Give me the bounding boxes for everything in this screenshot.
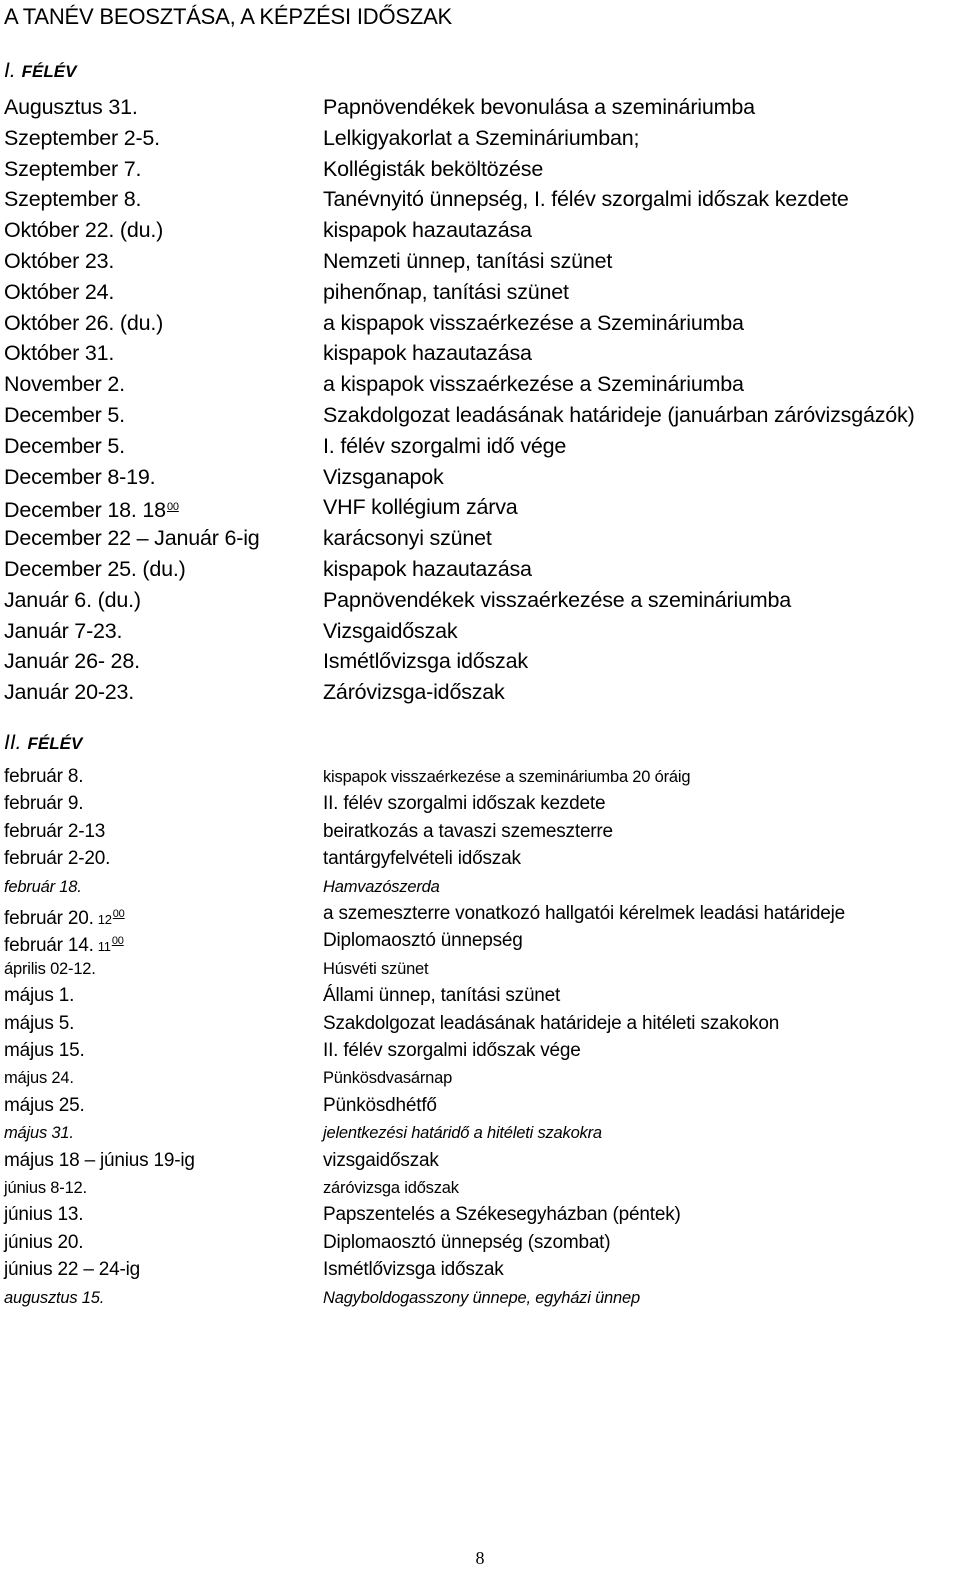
row-event: a kispapok visszaérkezése a Szemináriumba [323,372,744,397]
row-date-text: február 2-20. [4,848,111,870]
row-event: Szakdolgozat leadásának határideje a hitéleti szakokon [323,1012,780,1034]
row-date [4,1284,104,1312]
row-date-text: Szeptember 8. [4,187,142,212]
row-date [4,1010,74,1038]
row-event: Ismétlővizsga időszak [323,649,528,674]
row-date-text: December 8-19. [4,464,156,489]
row-date-text: Október 22. (du.) [4,218,164,243]
row-event: kispapok visszaérkezése a szemináriumba 20 óráig [323,768,691,786]
row-date-text: Október 23. [4,249,115,273]
row-date [4,1119,74,1147]
semester-2-numeral: II. [4,731,22,754]
row-date [4,873,82,901]
row-date [4,431,125,461]
row-date-text: December 22 – Január 6-ig [4,526,260,551]
row-date-text: február 9. [4,793,84,815]
row-date [4,1256,140,1284]
semester-1-numeral: I. [4,59,16,82]
row-date [4,369,125,399]
row-date [4,462,155,492]
row-date [4,400,125,430]
page-title: A TANÉV BEOSZTÁSA, A KÉPZÉSI IDŐSZAK [4,4,453,29]
row-date [4,1201,83,1229]
row-event: II. félév szorgalmi időszak vége [323,1040,581,1061]
row-date [4,790,83,818]
row-event: beiratkozás a tavaszi szemeszterre [323,820,613,842]
row-date [4,184,141,214]
row-date [4,554,186,584]
row-date [4,215,163,245]
row-date-text: Október 31. [4,341,115,366]
row-event: Papnövendékek bevonulása a szemináriumba [323,95,755,119]
row-event: kispapok hazautazása [323,557,532,581]
row-date-text: Január 7-23. [4,618,123,643]
row-date [4,123,160,153]
row-date [4,338,114,368]
row-date [4,308,163,338]
row-event: Záróvizsga-időszak [323,680,505,705]
row-date [4,1064,74,1092]
row-date [4,763,83,791]
row-date-text: Szeptember 7. [4,156,142,181]
row-date-text: május 18 – június 19-ig [4,1149,195,1171]
row-time-minutes: 00 [111,935,124,948]
row-event: Tanévnyitó ünnepség, I. félév szorgalmi időszak kezdete [323,187,849,212]
row-event: pihenőnap, tanítási szünet [323,279,569,304]
row-event: kispapok hazautazása [323,218,532,243]
row-event: Vizsgaidőszak [323,618,458,643]
row-date [4,616,122,646]
row-date-text: augusztus 15. [4,1288,105,1307]
row-date [4,585,141,615]
row-event: Papszentelés a Székesegyházban (péntek) [323,1204,681,1226]
row-date [4,982,74,1010]
row-date-text: Augusztus 31. [4,95,138,119]
row-date [4,1037,85,1065]
row-event: záróvizsga időszak [323,1179,459,1197]
row-event: Ismétlővizsga időszak [323,1259,504,1281]
row-event: Pünkösdvasárnap [323,1069,453,1088]
row-event: Lelkigyakorlat a Szemináriumban; [323,125,640,150]
row-event: II. félév szorgalmi időszak kezdete [323,793,606,815]
row-event: Húsvéti szünet [323,959,429,978]
row-date-text: Január 26- 28. [4,649,140,674]
row-event: karácsonyi szünet [323,526,492,551]
row-date-text: május 1. [4,985,75,1007]
row-event: Hamvazószerda [323,877,440,896]
row-event: Diplomaosztó ünnepség [323,930,523,952]
row-date-text: December 18. 18 [4,498,166,523]
row-event: Pünkösdhétfő [323,1094,437,1116]
row-date [4,646,140,676]
row-event: Állami ünnep, tanítási szünet [323,985,561,1007]
row-date [4,955,96,983]
row-date-text: február 20. [4,908,94,929]
row-date [4,1092,85,1120]
row-event: jelentkezési határidő a hitéleti szakokra [323,1124,602,1143]
row-time: 11 [97,939,111,955]
row-date [4,1174,87,1202]
row-date [4,92,138,122]
row-date [4,845,110,873]
row-date-text: December 5. [4,403,125,427]
row-date-text: Október 26. (du.) [4,310,164,335]
row-date [4,277,114,307]
row-date-text: Szeptember 2-5. [4,125,160,150]
semester-2-label: FÉLÉV [27,734,83,753]
row-date [4,818,105,846]
row-date [4,246,114,276]
row-date-text: február 8. [4,766,84,787]
row-event: VHF kollégium zárva [323,495,518,520]
semester-2-heading [4,728,82,759]
row-date [4,154,141,184]
row-event: Nemzeti ünnep, tanítási szünet [323,249,613,273]
row-date [4,523,260,553]
row-event: a szemeszterre vonatkozó hallgatói kérelmek leadási határideje [323,903,845,924]
row-date [4,492,179,525]
row-date-text: Január 6. (du.) [4,587,141,612]
row-date-text: Október 24. [4,279,115,304]
page-number: 8 [475,1548,485,1568]
row-time-minutes: 00 [166,501,179,514]
row-date-text: május 31. [4,1124,74,1143]
row-date-text: November 2. [4,372,125,397]
row-event: I. félév szorgalmi idő vége [323,433,567,458]
row-date-text: június 13. [4,1204,84,1226]
row-event: Diplomaosztó ünnepség (szombat) [323,1231,611,1253]
row-date-text: február 2-13 [4,820,106,842]
semester-1-heading [4,56,76,87]
row-date [4,677,134,707]
row-date-text: Január 20-23. [4,680,135,705]
row-date-text: május 25. [4,1094,85,1116]
row-date [4,1229,83,1257]
row-event: Szakdolgozat leadásának határideje (januárban záróvizsgázók) [323,403,915,427]
row-date-text: május 24. [4,1069,74,1088]
row-date-text: április 02-12. [4,959,96,978]
row-date-text: December 25. (du.) [4,557,186,581]
row-time: 12 [97,912,112,927]
row-date-text: május 15. [4,1040,85,1061]
row-date-text: December 5. [4,433,125,458]
row-date-text: február 14. [4,935,94,957]
row-event: Kollégisták beköltözése [323,156,544,181]
row-event: Nagyboldogasszony ünnepe, egyházi ünnep [323,1288,640,1307]
row-event: Vizsganapok [323,464,444,489]
row-event: vizsgaidőszak [323,1149,439,1171]
row-date-text: június 22 – 24-ig [4,1259,141,1281]
row-date [4,1147,195,1175]
row-date-text: február 18. [4,877,82,896]
row-event: tantárgyfelvételi időszak [323,848,521,870]
row-event: Papnövendékek visszaérkezése a szemináriumba [323,587,792,612]
row-time-minutes: 00 [112,908,125,920]
row-date-text: június 8-12. [4,1179,87,1197]
semester-1-label: FÉLÉV [21,62,77,81]
row-event: kispapok hazautazása [323,341,532,366]
row-date-text: június 20. [4,1231,84,1253]
row-date-text: május 5. [4,1012,75,1034]
row-event: a kispapok visszaérkezése a Szemináriumba [323,310,744,335]
